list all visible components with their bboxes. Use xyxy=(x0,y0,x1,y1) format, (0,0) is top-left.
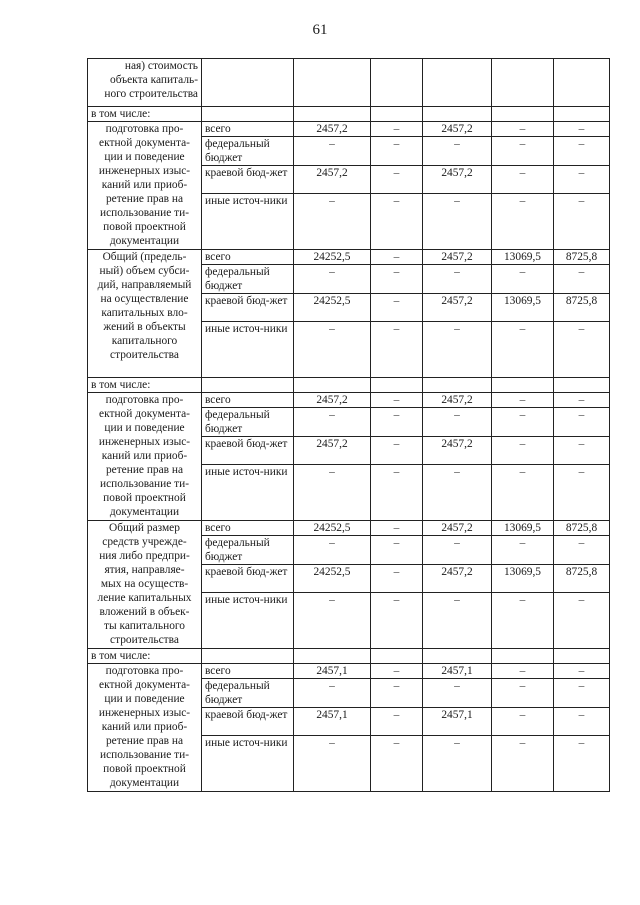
description-line: мых на осуществ- xyxy=(100,578,189,590)
value-cell: 2457,2 xyxy=(423,250,492,265)
value-cell: – xyxy=(371,122,423,137)
description-line: жений в объекты xyxy=(103,321,186,333)
empty-cell xyxy=(202,378,294,393)
funding-source-label xyxy=(202,408,294,437)
funding-source-text: всего xyxy=(205,251,231,263)
value-cell: – xyxy=(554,679,610,708)
value-cell: – xyxy=(371,437,423,465)
value-cell: – xyxy=(492,393,554,408)
funding-source-label xyxy=(202,194,294,250)
funding-source-text: краевой бюд-жет xyxy=(205,438,288,450)
value-cell: – xyxy=(423,465,492,521)
value-cell: – xyxy=(371,664,423,679)
description-line: ный) объем субси- xyxy=(99,265,190,277)
funding-source-label xyxy=(202,664,294,679)
value-cell: – xyxy=(492,736,554,792)
description-line: средств учрежде- xyxy=(102,536,187,548)
description-line: ектной документа- xyxy=(99,408,190,420)
value-cell: 13069,5 xyxy=(492,565,554,593)
value-cell: – xyxy=(294,536,371,565)
funding-source-text: иные источ-ники xyxy=(205,737,288,749)
funding-source-label xyxy=(202,736,294,792)
empty-cell xyxy=(202,59,294,107)
value-cell: – xyxy=(554,166,610,194)
funding-source-label xyxy=(202,565,294,593)
empty-cell xyxy=(202,649,294,664)
subtitle-row xyxy=(88,107,610,122)
description-line: объекта капиталь- xyxy=(110,74,198,86)
description-line: ектной документа- xyxy=(99,137,190,149)
table-row xyxy=(88,393,610,408)
value-cell: 13069,5 xyxy=(492,521,554,536)
description-line: каний или приоб- xyxy=(101,450,188,462)
row-description xyxy=(88,250,202,378)
value-cell: 2457,1 xyxy=(294,708,371,736)
value-cell: 2457,2 xyxy=(294,166,371,194)
value-cell: 8725,8 xyxy=(554,565,610,593)
budget-table xyxy=(87,58,610,792)
row-description xyxy=(88,664,202,792)
funding-source-label xyxy=(202,708,294,736)
value-cell: – xyxy=(371,565,423,593)
subtitle-row xyxy=(88,378,610,393)
funding-source-text: иные источ-ники xyxy=(205,195,288,207)
value-cell: – xyxy=(423,137,492,166)
empty-cell xyxy=(554,59,610,107)
value-cell: 24252,5 xyxy=(294,565,371,593)
value-cell: – xyxy=(554,265,610,294)
description-line: дий, направляемый xyxy=(97,279,192,291)
page-number: 61 xyxy=(312,22,328,38)
funding-source-label xyxy=(202,250,294,265)
value-cell: 24252,5 xyxy=(294,521,371,536)
value-cell: – xyxy=(492,122,554,137)
table-row xyxy=(88,122,610,137)
value-cell: – xyxy=(371,194,423,250)
value-cell: 24252,5 xyxy=(294,250,371,265)
value-cell: 2457,2 xyxy=(423,437,492,465)
description-line: подготовка про- xyxy=(105,123,184,135)
table-row xyxy=(88,664,610,679)
value-cell: – xyxy=(294,408,371,437)
value-cell: – xyxy=(492,664,554,679)
row-description xyxy=(88,59,202,107)
funding-source-text: всего xyxy=(205,394,231,406)
value-cell: – xyxy=(492,322,554,378)
value-cell: – xyxy=(371,736,423,792)
funding-source-label xyxy=(202,393,294,408)
subtitle-cell: в том числе: xyxy=(88,649,202,664)
empty-cell xyxy=(294,649,371,664)
value-cell: – xyxy=(423,408,492,437)
value-cell: – xyxy=(423,536,492,565)
description-line: строительства xyxy=(110,634,179,646)
value-cell: – xyxy=(554,408,610,437)
description-line: ектной документа- xyxy=(99,679,190,691)
empty-cell xyxy=(371,378,423,393)
value-cell: 2457,2 xyxy=(423,294,492,322)
value-cell: – xyxy=(371,521,423,536)
value-cell: 8725,8 xyxy=(554,250,610,265)
description-line: инженерных изыс- xyxy=(98,436,191,448)
value-cell: 2457,2 xyxy=(294,122,371,137)
description-line: инженерных изыс- xyxy=(98,707,191,719)
funding-source-text: всего xyxy=(205,522,231,534)
empty-cell xyxy=(371,107,423,122)
empty-cell xyxy=(423,649,492,664)
description-line: документации xyxy=(109,235,180,247)
value-cell: – xyxy=(371,465,423,521)
description-line: каний или приоб- xyxy=(101,721,188,733)
description-line: подготовка про- xyxy=(105,665,184,677)
empty-cell xyxy=(492,59,554,107)
value-cell: 2457,2 xyxy=(423,122,492,137)
value-cell: – xyxy=(492,265,554,294)
funding-source-text: иные источ-ники xyxy=(205,594,288,606)
value-cell: – xyxy=(371,166,423,194)
subtitle-cell: в том числе: xyxy=(88,107,202,122)
funding-source-label xyxy=(202,265,294,294)
row-description xyxy=(88,122,202,250)
value-cell: 2457,1 xyxy=(294,664,371,679)
table-row xyxy=(88,250,610,265)
description-line: ции и поведение xyxy=(104,693,185,705)
value-cell: – xyxy=(492,437,554,465)
empty-cell xyxy=(492,378,554,393)
empty-cell xyxy=(294,59,371,107)
value-cell: – xyxy=(371,322,423,378)
funding-source-text: федеральный бюджет xyxy=(205,537,270,563)
value-cell: – xyxy=(294,137,371,166)
description-line: использование ти- xyxy=(99,749,190,761)
empty-cell xyxy=(554,378,610,393)
funding-source-label xyxy=(202,593,294,649)
value-cell: – xyxy=(492,679,554,708)
value-cell: – xyxy=(423,736,492,792)
funding-source-text: федеральный бюджет xyxy=(205,266,270,292)
description-line: повой проектной xyxy=(103,763,186,775)
row-description xyxy=(88,393,202,521)
description-line: строительства xyxy=(110,349,179,361)
value-cell: – xyxy=(554,593,610,649)
description-line: ная) стоимость xyxy=(124,60,198,72)
value-cell: 8725,8 xyxy=(554,294,610,322)
value-cell: – xyxy=(371,708,423,736)
empty-cell xyxy=(554,107,610,122)
row-description xyxy=(88,521,202,649)
value-cell: 2457,2 xyxy=(423,166,492,194)
description-line: капитального xyxy=(111,335,178,347)
value-cell: 13069,5 xyxy=(492,250,554,265)
value-cell: – xyxy=(554,194,610,250)
description-line: Общий (предель- xyxy=(102,251,187,263)
description-line: документации xyxy=(109,506,180,518)
value-cell: – xyxy=(492,536,554,565)
empty-cell xyxy=(423,59,492,107)
description-line: каний или приоб- xyxy=(101,179,188,191)
value-cell: – xyxy=(554,437,610,465)
empty-cell xyxy=(492,107,554,122)
funding-source-label xyxy=(202,679,294,708)
subtitle-row xyxy=(88,649,610,664)
funding-source-text: федеральный бюджет xyxy=(205,138,270,164)
value-cell: – xyxy=(554,137,610,166)
empty-cell xyxy=(294,107,371,122)
value-cell: – xyxy=(423,593,492,649)
funding-source-label xyxy=(202,536,294,565)
table-row xyxy=(88,521,610,536)
description-line: документации xyxy=(109,777,180,789)
value-cell: – xyxy=(554,736,610,792)
value-cell: – xyxy=(492,194,554,250)
funding-source-label xyxy=(202,437,294,465)
description-line: ретение прав на xyxy=(105,193,184,205)
description-line: подготовка про- xyxy=(105,394,184,406)
value-cell: 2457,2 xyxy=(423,521,492,536)
value-cell: – xyxy=(294,322,371,378)
description-line: ретение прав на xyxy=(105,464,184,476)
value-cell: 2457,1 xyxy=(423,708,492,736)
funding-source-label xyxy=(202,294,294,322)
description-line: вложений в объек- xyxy=(99,606,190,618)
value-cell: – xyxy=(371,393,423,408)
empty-cell xyxy=(202,107,294,122)
funding-source-label xyxy=(202,465,294,521)
empty-cell xyxy=(423,107,492,122)
value-cell: – xyxy=(554,536,610,565)
description-line: капитальных вло- xyxy=(101,307,188,319)
value-cell: – xyxy=(492,166,554,194)
value-cell: – xyxy=(371,294,423,322)
value-cell: – xyxy=(423,194,492,250)
funding-source-label xyxy=(202,322,294,378)
description-line: ятия, направляе- xyxy=(104,564,185,576)
value-cell: – xyxy=(492,137,554,166)
empty-cell xyxy=(371,59,423,107)
table-row xyxy=(88,59,610,107)
funding-source-label xyxy=(202,122,294,137)
funding-source-text: краевой бюд-жет xyxy=(205,566,288,578)
description-line: повой проектной xyxy=(103,221,186,233)
description-line: ния либо предпри- xyxy=(99,550,190,562)
value-cell: – xyxy=(294,465,371,521)
value-cell: – xyxy=(423,679,492,708)
funding-source-label xyxy=(202,137,294,166)
value-cell: – xyxy=(294,265,371,294)
value-cell: 24252,5 xyxy=(294,294,371,322)
value-cell: – xyxy=(294,736,371,792)
description-line: инженерных изыс- xyxy=(98,165,191,177)
funding-source-text: краевой бюд-жет xyxy=(205,167,288,179)
value-cell: – xyxy=(492,593,554,649)
funding-source-text: иные источ-ники xyxy=(205,323,288,335)
value-cell: – xyxy=(294,593,371,649)
table-body xyxy=(88,59,610,792)
funding-source-label xyxy=(202,521,294,536)
value-cell: 2457,2 xyxy=(294,437,371,465)
value-cell: – xyxy=(554,708,610,736)
empty-cell xyxy=(294,378,371,393)
value-cell: – xyxy=(554,664,610,679)
value-cell: – xyxy=(371,265,423,294)
value-cell: 2457,2 xyxy=(294,393,371,408)
funding-source-text: краевой бюд-жет xyxy=(205,709,288,721)
description-line: ты капитального xyxy=(104,620,185,632)
value-cell: – xyxy=(492,708,554,736)
description-line: ретение прав на xyxy=(105,735,184,747)
empty-cell xyxy=(371,649,423,664)
value-cell: – xyxy=(492,408,554,437)
value-cell: – xyxy=(492,465,554,521)
value-cell: – xyxy=(423,265,492,294)
value-cell: – xyxy=(554,122,610,137)
value-cell: 2457,1 xyxy=(423,664,492,679)
value-cell: – xyxy=(294,679,371,708)
funding-source-label xyxy=(202,166,294,194)
funding-source-text: краевой бюд-жет xyxy=(205,295,288,307)
value-cell: – xyxy=(554,465,610,521)
value-cell: 8725,8 xyxy=(554,521,610,536)
value-cell: – xyxy=(294,194,371,250)
empty-cell xyxy=(554,649,610,664)
value-cell: – xyxy=(371,593,423,649)
value-cell: – xyxy=(371,536,423,565)
value-cell: – xyxy=(554,393,610,408)
description-line: использование ти- xyxy=(99,478,190,490)
description-line: на осуществление xyxy=(100,293,189,305)
value-cell: 13069,5 xyxy=(492,294,554,322)
value-cell: – xyxy=(371,408,423,437)
value-cell: – xyxy=(371,250,423,265)
empty-cell xyxy=(423,378,492,393)
value-cell: 2457,2 xyxy=(423,393,492,408)
description-line: ление капитальных xyxy=(97,592,192,604)
value-cell: – xyxy=(371,679,423,708)
description-line: ного строительства xyxy=(104,88,198,100)
description-line: использование ти- xyxy=(99,207,190,219)
funding-source-text: всего xyxy=(205,123,231,135)
description-line: Общий размер xyxy=(109,522,180,534)
value-cell: 2457,2 xyxy=(423,565,492,593)
description-line: ции и поведение xyxy=(104,151,185,163)
funding-source-text: всего xyxy=(205,665,231,677)
subtitle-cell: в том числе: xyxy=(88,378,202,393)
funding-source-text: иные источ-ники xyxy=(205,466,288,478)
empty-cell xyxy=(492,649,554,664)
funding-source-text: федеральный бюджет xyxy=(205,409,270,435)
description-line: ции и поведение xyxy=(104,422,185,434)
funding-source-text: федеральный бюджет xyxy=(205,680,270,706)
value-cell: – xyxy=(423,322,492,378)
value-cell: – xyxy=(554,322,610,378)
description-line: повой проектной xyxy=(103,492,186,504)
value-cell: – xyxy=(371,137,423,166)
